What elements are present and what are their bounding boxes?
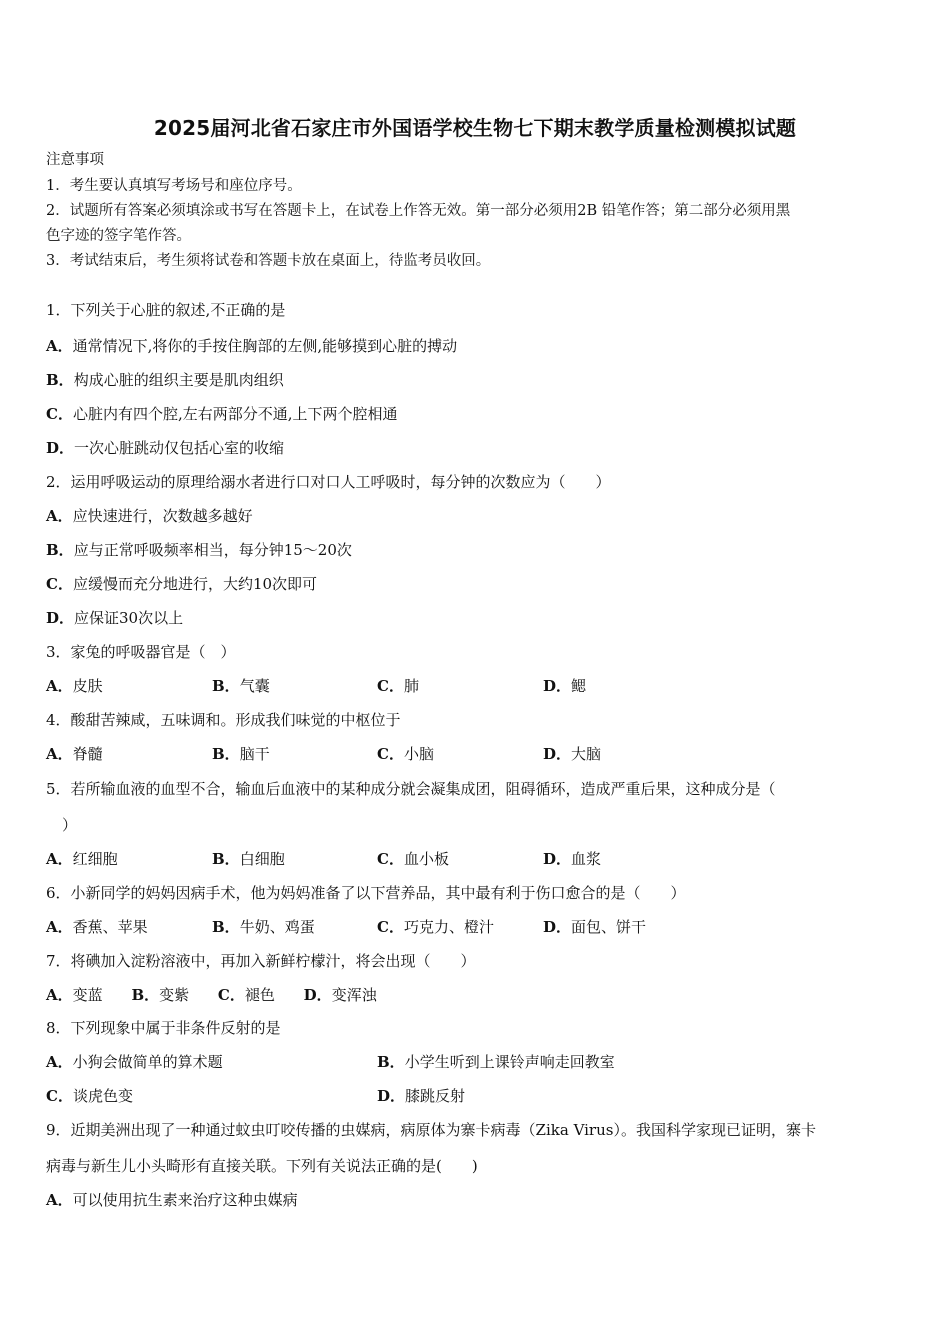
notes-item: 色字迹的签字笔作答。 [46, 228, 191, 244]
question-stem-continued: 病毒与新生儿小头畸形有直接关联。下列有关说法正确的是( ) [46, 1157, 478, 1175]
notes-item: 1．考生要认真填写考场号和座位序号。 [46, 178, 302, 194]
option-a: A．应快速进行，次数越多越好 [46, 507, 253, 525]
option-a: A．变蓝 [46, 986, 103, 1004]
option-b: B．脑干 [212, 745, 270, 763]
option-d: D．大脑 [543, 745, 602, 763]
option-d: D．血浆 [543, 850, 602, 868]
option-c: C．血小板 [377, 850, 449, 868]
option-d: D．一次心脏跳动仅包括心室的收缩 [46, 439, 285, 457]
option-c: C．心脏内有四个腔,左右两部分不通,上下两个腔相通 [46, 405, 398, 423]
option-b: B．小学生听到上课铃声响走回教室 [377, 1053, 615, 1071]
question-stem: 6．小新同学的妈妈因病手术，他为妈妈准备了以下营养品，其中最有利于伤口愈合的是（ ） [46, 884, 686, 902]
option-c: C．谈虎色变 [46, 1087, 133, 1105]
notes-heading: 注意事项 [46, 152, 104, 168]
option-c: C．应缓慢而充分地进行，大约10次即可 [46, 575, 318, 593]
question-stem-continued: ） [62, 816, 78, 834]
option-d: D．变浑浊 [303, 986, 377, 1004]
option-a: A．小狗会做简单的算术题 [46, 1053, 223, 1071]
option-d: D．面包、饼干 [543, 918, 647, 936]
option-c: C．肺 [377, 677, 419, 695]
option-a: A．脊髓 [46, 745, 103, 763]
question-stem: 1．下列关于心脏的叙述,不正确的是 [46, 301, 286, 319]
option-a: A．通常情况下,将你的手按住胸部的左侧,能够摸到心脏的搏动 [46, 337, 458, 355]
question-stem: 8．下列现象中属于非条件反射的是 [46, 1019, 281, 1037]
option-b: B．气囊 [212, 677, 270, 695]
option-d: D．应保证30次以上 [46, 609, 184, 627]
page-title: 2025届河北省石家庄市外国语学校生物七下期末教学质量检测模拟试题 [153, 116, 797, 140]
question-stem: 2．运用呼吸运动的原理给溺水者进行口对口人工呼吸时，每分钟的次数应为（ ） [46, 473, 611, 491]
option-d: D．膝跳反射 [377, 1087, 466, 1105]
option-a: A．香蕉、苹果 [46, 918, 148, 936]
question-stem: 5．若所输血液的血型不合，输血后血液中的某种成分就会凝集成团，阻碍循环，造成严重后果，这种成分是（ [46, 780, 776, 798]
option-b: B．应与正常呼吸频率相当，每分钟15～20次 [46, 541, 352, 559]
question-stem: 7．将碘加入淀粉溶液中，再加入新鲜柠檬汁，将会出现（ ） [46, 952, 476, 970]
option-c: C．褪色 [217, 986, 275, 1004]
option-d: D．鳃 [543, 677, 587, 695]
option-b: B．构成心脏的组织主要是肌肉组织 [46, 371, 284, 389]
option-c: C．小脑 [377, 745, 434, 763]
option-b: B．牛奶、鸡蛋 [212, 918, 315, 936]
notes-item: 2．试题所有答案必须填涂或书写在答题卡上，在试卷上作答无效。第一部分必须用2B 铅笔作答；第二部分必须用黑 [46, 203, 791, 219]
notes-item: 3．考试结束后，考生须将试卷和答题卡放在桌面上，待监考员收回。 [46, 253, 491, 269]
options-row [46, 985, 401, 1005]
option-a: A．可以使用抗生素来治疗这种虫媒病 [46, 1191, 298, 1209]
question-stem: 4．酸甜苦辣咸，五味调和。形成我们味觉的中枢位于 [46, 711, 401, 729]
option-a: A．皮肤 [46, 677, 103, 695]
question-stem: 9．近期美洲出现了一种通过蚊虫叮咬传播的虫媒病，病原体为寨卡病毒（Zika Virus）。我国科学家现已证明，寨卡 [46, 1121, 816, 1139]
option-b: B．变紫 [131, 986, 190, 1004]
option-c: C．巧克力、橙汁 [377, 918, 494, 936]
option-a: A．红细胞 [46, 850, 118, 868]
option-b: B．白细胞 [212, 850, 285, 868]
question-stem: 3．家兔的呼吸器官是（ ） [46, 643, 236, 661]
